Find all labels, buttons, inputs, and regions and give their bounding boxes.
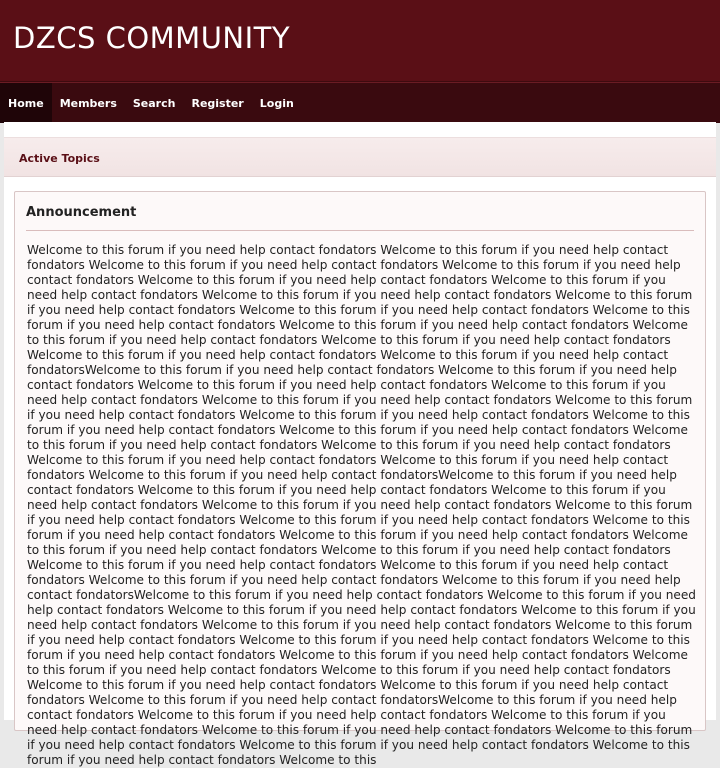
main-nav bbox=[0, 82, 720, 123]
nav-item-search[interactable]: Search bbox=[132, 96, 176, 110]
announcement-divider bbox=[26, 230, 694, 231]
main-content bbox=[4, 122, 716, 767]
nav-item-register[interactable]: Register bbox=[191, 96, 244, 110]
nav-item-home[interactable]: Home bbox=[0, 83, 52, 123]
section-bar bbox=[4, 137, 716, 177]
site-title[interactable]: DZCS COMMUNITY bbox=[13, 21, 291, 55]
announcement-box bbox=[14, 191, 706, 767]
announcement-body: Welcome to this forum if you need help contact fondators Welcome to this forum if you need help contact fondators Welcome to this forum if you need help contact fondators Welcome to this forum if you need help contact fondators Welcome to this forum if you need help contact fondators Welcome to this forum if you need help contact fondators Welcome to this forum if you need help contact fondators Welcome to this forum if you need help contact fondators Welcome to this forum if you need help contact fondators Welcome to this forum if you need help contact fondators Welcome to this forum if you need help contact fondators Welcome to this forum if you need help contact fondators Welcome to this forum if you need help contact fondators Welcome to this forum if you need help contact fondators Welcome to this forum if you need help contact fondatorsWelcome to this forum if you need help contact fondators Welcome to this forum if you need help contact fondators Welcome to this forum if you need help contact fondators Welcome to this forum if you need help contact fondators Welcome to this forum if you need help contact fondators Welcome to this forum if you need help contact fondators Welcome to this forum if you need help contact fondators Welcome to this forum if you need help contact fondators Welcome to this forum if you need help contact fondators Welcome to this forum if you need help contact fondators Welcome to this forum if you need help contact fondators Welcome to this forum if you need help contact fondators Welcome to this forum if you need help contact fondators Welcome to this forum if you need help contact fondatorsWelcome to this forum if you need help contact fondators Welcome to this forum if you need help contact fondators Welcome to this forum if you need help contact fondators Welcome to this forum if you need help contact fondators Welcome to this forum if you need help contact fondators Welcome to this forum if you need help contact fondators Welcome to this forum if you need help contact fondators Welcome to this forum if you need help contact fondators Welcome to this forum if you need help contact fondators Welcome to this forum if you need help contact fondators Welcome to this forum if you need help contact fondators Welcome to this forum if you need help contact fondators Welcome to this forum if you need help contact fondators Welcome to this forum if you need help contact fondatorsWelcome to this forum if you need help contact fondators Welcome to this forum if you need help contact fondators Welcome to this forum if you need help contact fondators Welcome to this forum if you need help contact fondators Welcome to this forum if you need help contact fondators Welcome to this forum if you need help contact fondators Welcome to this forum if you need help contact fondators Welcome to this forum if you need help contact fondators Welcome to this forum if you need help contact fondators Welcome to this forum if you need help contact fondators Welcome to this forum if you need help contact fondators Welcome to this forum if you need help contact fondators Welcome to this forum if you need help contact fondators Welcome to this forum if you need help contact fondatorsWelcome to this forum if you need help contact fondators Welcome to this forum if you need help contact fondators Welcome to this forum if you need help contact fondators Welcome to this forum if you need help contact fondators Welcome to this forum if you need help contact fondators Welcome to this forum if you need help contact fondators Welcome to this forum if you need help contact fondators Welcome to this bbox=[27, 243, 696, 767]
site-header bbox=[0, 0, 720, 82]
nav-item-members[interactable]: Members bbox=[59, 96, 117, 110]
announcement-title: Announcement bbox=[26, 205, 137, 220]
active-topics-link[interactable]: Active Topics bbox=[19, 152, 100, 165]
nav-item-login[interactable]: Login bbox=[259, 96, 294, 110]
